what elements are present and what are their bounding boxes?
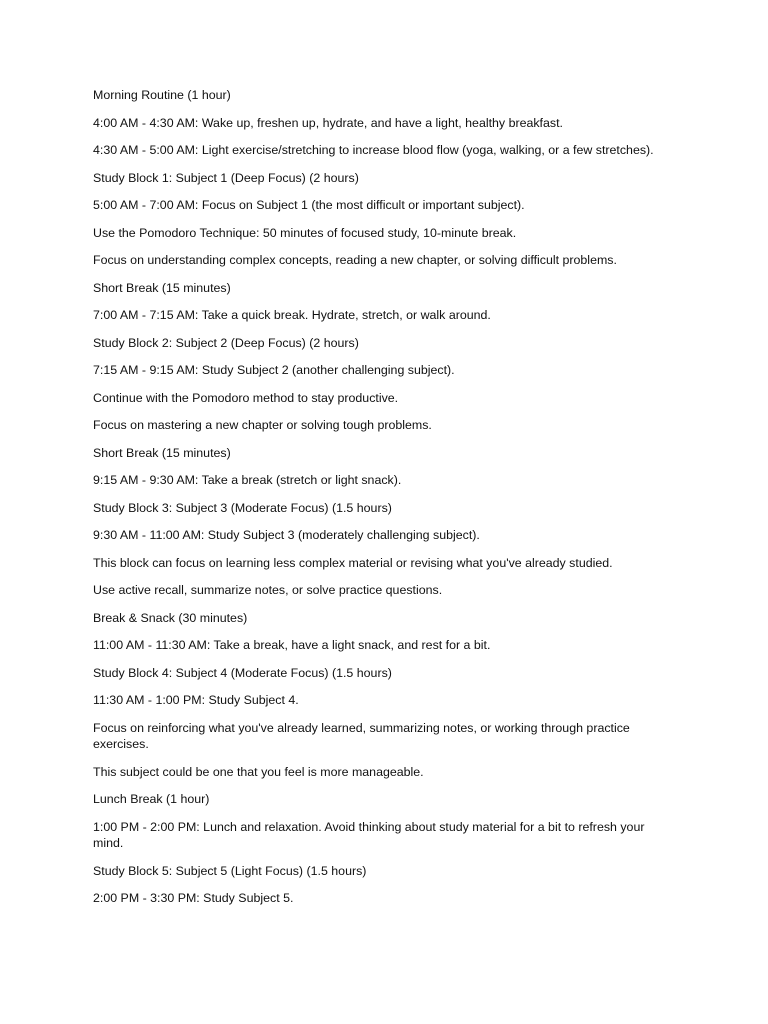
paragraph: 4:00 AM - 4:30 AM: Wake up, freshen up, hydrate, and have a light, healthy breakfast. xyxy=(93,115,563,130)
paragraph: Use the Pomodoro Technique: 50 minutes of focused study, 10-minute break. xyxy=(93,225,517,240)
document-body xyxy=(93,87,668,918)
paragraph: 7:00 AM - 7:15 AM: Take a quick break. Hydrate, stretch, or walk around. xyxy=(93,308,491,322)
paragraph: Study Block 5: Subject 5 (Light Focus) (1.5 hours) xyxy=(93,863,367,878)
paragraph: 11:30 AM - 1:00 PM: Study Subject 4. xyxy=(93,693,299,707)
paragraph: 2:00 PM - 3:30 PM: Study Subject 5. xyxy=(93,891,294,905)
paragraph: 1:00 PM - 2:00 PM: Lunch and relaxation. Avoid thinking about study material for a bit to refresh your mind. xyxy=(93,819,645,850)
paragraph: Study Block 4: Subject 4 (Moderate Focus) (1.5 hours) xyxy=(93,665,392,680)
paragraph: 9:30 AM - 11:00 AM: Study Subject 3 (moderately challenging subject). xyxy=(93,528,480,542)
paragraph: Morning Routine (1 hour) xyxy=(93,88,231,102)
paragraph: 7:15 AM - 9:15 AM: Study Subject 2 (another challenging subject). xyxy=(93,363,455,377)
paragraph: Focus on mastering a new chapter or solving tough problems. xyxy=(93,418,432,432)
paragraph: 11:00 AM - 11:30 AM: Take a break, have a light snack, and rest for a bit. xyxy=(93,638,491,652)
paragraph: Use active recall, summarize notes, or solve practice questions. xyxy=(93,583,443,597)
paragraph: 9:15 AM - 9:30 AM: Take a break (stretch or light snack). xyxy=(93,473,402,487)
paragraph: 4:30 AM - 5:00 AM: Light exercise/stretching to increase blood flow (yoga, walking, or a few stretches). xyxy=(93,143,654,157)
paragraph: Study Block 3: Subject 3 (Moderate Focus) (1.5 hours) xyxy=(93,500,392,515)
paragraph: Short Break (15 minutes) xyxy=(93,445,231,460)
paragraph: Study Block 2: Subject 2 (Deep Focus) (2 hours) xyxy=(93,335,359,350)
paragraph: Focus on reinforcing what you've already learned, summarizing notes, or working through practice exercises. xyxy=(93,720,630,751)
paragraph: Study Block 1: Subject 1 (Deep Focus) (2 hours) xyxy=(93,170,359,185)
paragraph: Continue with the Pomodoro method to stay productive. xyxy=(93,390,399,405)
paragraph: Short Break (15 minutes) xyxy=(93,280,231,295)
paragraph: Focus on understanding complex concepts, reading a new chapter, or solving difficult problems. xyxy=(93,253,617,267)
paragraph: Break & Snack (30 minutes) xyxy=(93,610,248,625)
paragraph: Lunch Break (1 hour) xyxy=(93,792,210,806)
paragraph: This block can focus on learning less complex material or revising what you've already studied. xyxy=(93,555,613,570)
paragraph: 5:00 AM - 7:00 AM: Focus on Subject 1 (the most difficult or important subject). xyxy=(93,198,525,212)
paragraph: This subject could be one that you feel is more manageable. xyxy=(93,764,424,779)
